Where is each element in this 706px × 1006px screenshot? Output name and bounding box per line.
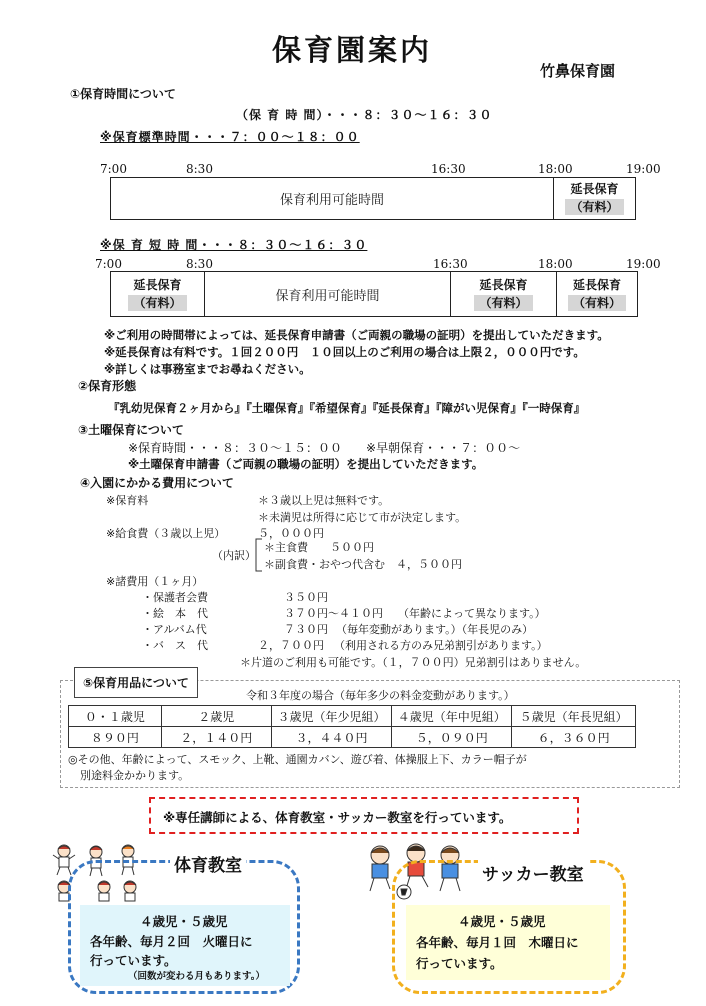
fee-badge: （有料） — [128, 295, 186, 311]
breakdown-line: ＊主食費 ５００円 — [264, 541, 374, 554]
soccer-class-schedule: 各年齢、毎月１回 木曜日に — [416, 935, 579, 950]
soccer-class-ages: ４歳児・５歳児 — [458, 914, 546, 929]
pe-class-schedule: 行っています。 — [90, 953, 177, 968]
table-header: ５歳児（年長児組） — [512, 706, 636, 727]
note: ※延長保育は有料です。１回２００円 １０回以上のご利用の場合は上限２，０００円です。 — [104, 345, 585, 359]
table-cell: ２，１４０円 — [161, 727, 271, 748]
misc-label: ※諸費用（１ヶ月） — [106, 575, 204, 588]
extended-care-cell — [451, 272, 557, 316]
available-time-label: 保育利用可能時間 — [279, 193, 384, 208]
tick: 19:00 — [626, 257, 661, 271]
care-forms: 『乳幼児保育２ヶ月から』『土曜保育』『希望保育』『延長保育』『障がい児保育』『一時保育』 — [108, 401, 586, 415]
supplies-note: 別途料金かかります。 — [80, 769, 190, 782]
section-3-heading: ③土曜保育について — [78, 423, 184, 437]
breakdown-bracket — [254, 538, 264, 572]
soccer-class-schedule: 行っています。 — [416, 956, 503, 971]
misc-item: ・アルバム代 — [142, 623, 207, 636]
table-header: ２歳児 — [161, 706, 271, 727]
timeline-bar — [110, 177, 636, 220]
section-1-heading: ①保育時間について — [70, 87, 176, 101]
tick: 18:00 — [538, 162, 573, 176]
daycare-hours: （保 育 時 間）・・・８：３０〜１６：３０ — [236, 108, 493, 122]
available-time-label: 保育利用可能時間 — [275, 288, 380, 304]
misc-note: （年齢によって異なります。） — [398, 607, 546, 620]
misc-item: ・絵 本 代 — [142, 607, 208, 620]
table-cell: ３，４４０円 — [271, 727, 392, 748]
section-2-heading: ②保育形態 — [78, 379, 137, 393]
extended-care-label: 延長保育 — [479, 277, 528, 292]
pe-class-title: 体育教室 — [170, 851, 246, 876]
extended-care-cell — [554, 178, 635, 219]
table-header: ０・１歳児 — [69, 706, 162, 727]
misc-amount: ７３０円 — [284, 623, 328, 636]
section-5-heading: ⑤保育用品について — [74, 667, 198, 698]
breakdown-line: ＊副食費・おやつ代含む ４，５００円 — [264, 558, 462, 571]
breakdown-label: （内訳） — [212, 549, 256, 562]
tick: 16:30 — [431, 162, 466, 176]
misc-amount: ２，７００円 — [258, 639, 324, 652]
misc-note: （毎年変動があります。）（年長児のみ） — [336, 623, 534, 636]
supplies-note: ◎その他、年齢によって、スモック、上靴、通園カバン、遊び着、体操服上下、カラー帽子が — [68, 753, 527, 766]
meal-label: ※給食費（３歳以上児） — [106, 527, 226, 540]
tuition-label: ※保育料 — [106, 494, 149, 507]
extended-care-label: 延長保育 — [572, 277, 621, 292]
tick: 16:30 — [433, 257, 468, 271]
tick: 18:00 — [538, 257, 573, 271]
short-time-heading: ※保 育 短 時 間・・・８：３０〜１６：３０ — [100, 238, 368, 252]
tick: 7:00 — [95, 257, 122, 271]
table-header-row — [69, 706, 636, 727]
available-time-cell — [205, 272, 451, 316]
pe-class-ages: ４歳児・５歳児 — [140, 914, 228, 929]
bus-note: ＊片道のご利用も可能です。（１，７００円）兄弟割引はありません。 — [240, 656, 587, 669]
timeline-bar — [110, 271, 638, 317]
table-cell: ６，３６０円 — [512, 727, 636, 748]
standard-time-heading: ※保育標準時間・・・７：００〜１８：００ — [100, 130, 360, 144]
misc-item: ・バ ス 代 — [142, 639, 208, 652]
tuition-line: ＊３歳以上児は無料です。 — [258, 494, 390, 507]
extended-care-label: 延長保育 — [570, 182, 619, 196]
available-time-cell — [111, 178, 554, 219]
supplies-caption: 令和３年度の場合（毎年多少の料金変動があります。） — [246, 689, 515, 702]
misc-note: （利用される方のみ兄弟割引があります。） — [334, 639, 548, 652]
tick: 8:30 — [186, 162, 213, 176]
note: ※ご利用の時間帯によっては、延長保育申請書（ご両親の職場の証明）を提出していただきます。 — [104, 328, 609, 342]
supplies-table — [68, 705, 636, 748]
tuition-line: ＊未満児は所得に応じて市が決定します。 — [258, 511, 467, 524]
table-header: ４歳児（年中児組） — [392, 706, 512, 727]
table-header: ３歳児（年少児組） — [271, 706, 392, 727]
lesson-banner-text: ※専任講師による、体育教室・サッカー教室を行っています。 — [163, 810, 512, 825]
page-title: 保育園案内 — [272, 33, 433, 67]
misc-amount: ３５０円 — [284, 591, 328, 604]
extended-care-cell — [557, 272, 637, 316]
org-name: 竹鼻保育園 — [540, 62, 616, 80]
saturday-note: ※土曜保育申請書（ご両親の職場の証明）を提出していただきます。 — [128, 457, 484, 471]
table-cell: ５，０９０円 — [392, 727, 512, 748]
note: ※詳しくは事務室までお尋ねください。 — [104, 362, 311, 376]
fee-badge: （有料） — [568, 295, 626, 311]
extended-care-label: 延長保育 — [133, 277, 182, 292]
table-cell: ８９０円 — [69, 727, 162, 748]
tick: 7:00 — [100, 162, 127, 176]
saturday-hours: ※保育時間・・・８：３０〜１５：００ ※早朝保育・・・７：００〜 — [128, 441, 521, 455]
soccer-class-title: サッカー教室 — [478, 860, 588, 885]
section-4-heading: ④入園にかかる費用について — [80, 476, 234, 490]
pe-class-note: （回数が変わる月もあります。） — [128, 971, 265, 982]
misc-item: ・保護者会費 — [142, 591, 208, 604]
pe-class-schedule: 各年齢、毎月２回 火曜日に — [90, 934, 253, 949]
extended-care-cell — [111, 272, 205, 316]
fee-badge: （有料） — [565, 199, 623, 215]
misc-amount: ３７０円〜４１０円 — [284, 607, 383, 620]
table-row — [69, 727, 636, 748]
tick: 8:30 — [186, 257, 213, 271]
meal-amount: ５，０００円 — [258, 527, 324, 540]
tick: 19:00 — [626, 162, 661, 176]
fee-badge: （有料） — [474, 295, 532, 311]
